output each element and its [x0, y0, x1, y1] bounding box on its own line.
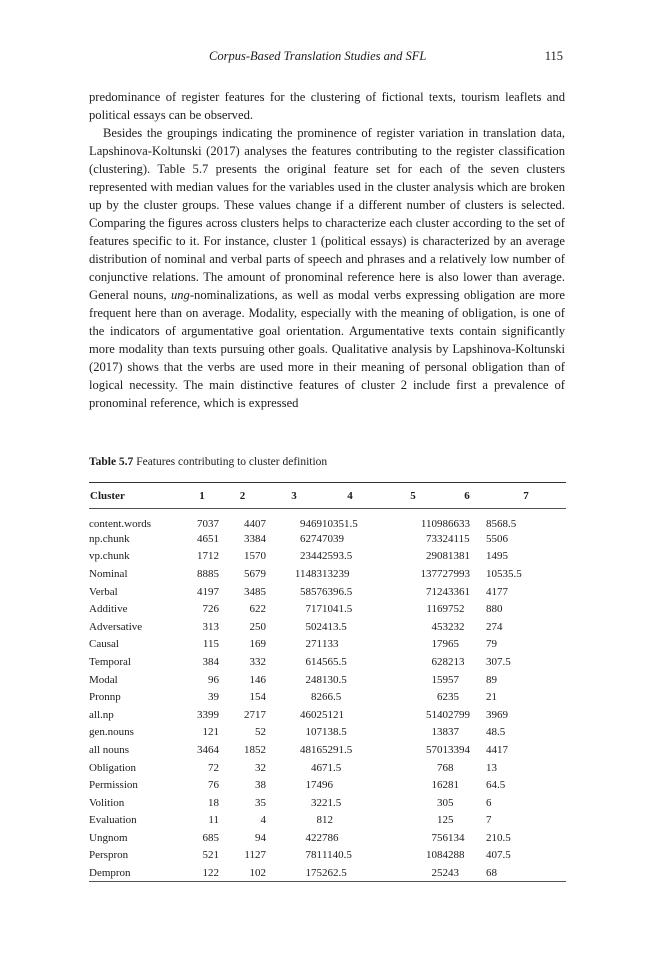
- table-cell: 66.5: [322, 691, 342, 704]
- table-cell: 2344: [300, 550, 322, 563]
- table-row: [89, 530, 566, 548]
- table-cell: 786: [322, 831, 339, 844]
- table-row: [89, 583, 566, 601]
- row-label: Dempron: [89, 864, 185, 882]
- table-cell: 169: [249, 638, 266, 651]
- row-label: Nominal: [89, 567, 128, 580]
- table-cell: 5857: [300, 585, 322, 598]
- table-cell: 76: [437, 761, 448, 774]
- table-cell: 8885: [197, 567, 219, 580]
- row-label: Modal: [89, 673, 118, 686]
- table-cell: 5: [448, 796, 454, 809]
- table-cell: 10535.5: [486, 567, 522, 580]
- paragraph: predominance of register features for the clustering of fictional texts, tourism leaflets and political essays can be observed.: [89, 90, 565, 122]
- table-cell: 3361: [448, 585, 470, 598]
- row-label: all nouns: [89, 743, 130, 756]
- table-cell: 2908: [426, 550, 448, 563]
- table-body: [89, 509, 566, 882]
- body-text: [89, 88, 565, 412]
- row-label: Pronnp: [89, 691, 121, 704]
- table-cell: 4: [260, 814, 266, 827]
- table-cell: 1852: [244, 743, 266, 756]
- table-cell: 6633: [448, 518, 470, 530]
- table-cell: 39: [208, 691, 219, 704]
- table-cell: 8568.5: [486, 518, 517, 530]
- table-row: [89, 600, 566, 618]
- table-cell: 3464: [197, 743, 219, 756]
- column-header-5: 5: [378, 483, 448, 509]
- table-cell: 4407: [244, 518, 266, 530]
- table-cell: 13772: [420, 567, 448, 580]
- table-cell: 130.5: [322, 673, 347, 686]
- table-cell: 159: [431, 673, 448, 686]
- table-cell: 521: [202, 849, 219, 862]
- row-label: Volition: [89, 796, 125, 809]
- table-cell: 138.5: [322, 726, 347, 739]
- table-cell: 21.5: [322, 796, 342, 809]
- table-cell: 102: [219, 864, 266, 882]
- table-cell: 628: [431, 655, 448, 668]
- table-cell: 6396.5: [322, 585, 353, 598]
- table-cell: 4417: [486, 743, 508, 756]
- table-cell: 685: [202, 831, 219, 844]
- table-caption-text: Features contributing to cluster definition: [136, 456, 328, 468]
- table-cell: 64.5: [486, 779, 506, 792]
- table-cell: 5140: [426, 708, 448, 721]
- table-cell: 8: [448, 761, 454, 774]
- table-cell: 11483: [294, 567, 322, 580]
- table-cell: 115: [202, 638, 219, 651]
- table-cell: 9469: [300, 518, 322, 530]
- table-cell: 1127: [244, 849, 266, 862]
- table-row: [89, 548, 566, 566]
- table-cell: 5291.5: [322, 743, 353, 756]
- row-label: Permission: [89, 779, 138, 792]
- table-caption-label: Table 5.7: [89, 456, 134, 468]
- paragraph: Besides the groupings indicating the prominence of register variation in translation data, Lapshinova-Koltunski (2017) analyses the features contributing to the register classification (clustering). Table 5.7 presents the original feature set for each of the seven clusters represented with median values for the variables used in the cluster analysis which are broken up by the cluster groups. These values change if a different number of clusters is selected. Comparing the figures across clusters helps to characterize each cluster according to the set of features specific to it. For instance, cluster 1 (political essays) is characterized by an average distribution of nominal and verbal parts of speech and phrases and a relatively low number of conjunctive relations. The amount of pronominal reference here is also lower than average. General nouns, ung-nominalizations, as well as modal verbs expressing obligation are more frequent here than on average. Modality, especially with the meaning of obligation, is one of the indicators of argumentative goal orientation. Argumentative texts contain significantly more modality than texts pursuing other goals. Qualitative analysis by Lapshinova-Koltunski (2017) shows that the verbs are used more in their meaning of personal obligation than of logical necessity. The main distinctive features of cluster 2 include first a prevalence of pronominal reference, which is expressed: [89, 126, 565, 410]
- table-cell: 262.5: [322, 864, 378, 882]
- table-cell: 250: [249, 620, 266, 633]
- table-cell: 1570: [244, 550, 266, 563]
- table-cell: 7124: [426, 585, 448, 598]
- table-cell: 10351.5: [322, 518, 358, 530]
- table-cell: 210.5: [486, 831, 511, 844]
- table-cell: 4197: [197, 585, 219, 598]
- table-cell: 13: [486, 761, 497, 774]
- table-row: [89, 653, 566, 671]
- table-cell: 756: [431, 831, 448, 844]
- table-row: [89, 688, 566, 706]
- table-row: [89, 706, 566, 724]
- table-cell: 89: [486, 673, 497, 686]
- column-header-cluster: Cluster: [89, 483, 185, 509]
- table-cell: 3969: [486, 708, 508, 721]
- column-header-1: 1: [185, 483, 219, 509]
- table-cell: 453: [431, 620, 448, 633]
- table-cell: 154: [249, 691, 266, 704]
- table-cell: 4816: [300, 743, 322, 756]
- table-cell: 48.5: [486, 726, 506, 739]
- table-cell: 7039: [322, 532, 344, 545]
- table-cell: 1084: [426, 849, 448, 862]
- table-cell: 5: [448, 814, 454, 827]
- table-cell: 18: [208, 796, 219, 809]
- page-number: 115: [544, 49, 563, 63]
- table-cell: 94: [255, 831, 266, 844]
- table-cell: 175: [266, 864, 322, 882]
- table-cell: 57: [448, 673, 459, 686]
- table-cell: 252: [378, 864, 448, 882]
- column-header-6: 6: [448, 483, 486, 509]
- table-cell: 3384: [244, 532, 266, 545]
- table-cell: 232: [448, 620, 465, 633]
- table-cell: 6: [486, 796, 492, 809]
- table-cell: 62: [437, 691, 448, 704]
- table-cell: 32: [311, 796, 322, 809]
- table-cell: 614: [305, 655, 322, 668]
- table-cell: 46: [311, 761, 322, 774]
- table-cell: 3399: [197, 708, 219, 721]
- table-cell: 7993: [448, 567, 470, 580]
- table-cell: 8: [316, 814, 322, 827]
- row-label: Perspron: [89, 849, 129, 862]
- table-row: [89, 759, 566, 777]
- table-cell: 72: [208, 761, 219, 774]
- table-cell: 2593.5: [322, 550, 353, 563]
- table-cell: 2799: [448, 708, 470, 721]
- table-cell: 1381: [448, 550, 470, 563]
- column-header-7: 7: [486, 483, 566, 509]
- table-cell: 413.5: [322, 620, 347, 633]
- row-label: Obligation: [89, 761, 137, 774]
- table-cell: 407.5: [486, 849, 511, 862]
- row-label: content.words: [89, 518, 152, 530]
- table-row: [89, 724, 566, 742]
- table-cell: 43: [448, 864, 486, 882]
- table-header-row: [89, 483, 566, 509]
- table-cell: 121: [202, 726, 219, 739]
- table-cell: 7037: [197, 518, 219, 530]
- row-label: Adversative: [89, 620, 143, 633]
- table-row: [89, 847, 566, 865]
- column-header-3: 3: [266, 483, 322, 509]
- table-cell: 179: [431, 638, 448, 651]
- table-cell: 384: [202, 655, 219, 668]
- table-cell: 134: [448, 831, 465, 844]
- table-row: [89, 671, 566, 689]
- table-cell: 6274: [300, 532, 322, 545]
- emphasis: ung: [170, 288, 190, 302]
- table-cell: 781: [305, 849, 322, 862]
- table-cell: 11: [208, 814, 219, 827]
- table-cell: 107: [305, 726, 322, 739]
- table-cell: 2717: [244, 708, 266, 721]
- table-cell: 133: [322, 638, 339, 651]
- column-header-4: 4: [322, 483, 378, 509]
- table-cell: 726: [202, 603, 219, 616]
- table-cell: 122: [185, 864, 219, 882]
- table-cell: 3394: [448, 743, 470, 756]
- table-row: [89, 794, 566, 812]
- table-row: [89, 618, 566, 636]
- table-cell: 12: [322, 814, 333, 827]
- table-cell: 35: [255, 796, 266, 809]
- row-label: all.np: [89, 708, 114, 721]
- table-caption: [89, 456, 327, 468]
- table-cell: 21: [486, 691, 497, 704]
- table-row: [89, 812, 566, 830]
- row-label: np.chunk: [89, 532, 130, 545]
- table-cell: 422: [305, 831, 322, 844]
- table-cell: 5506: [486, 532, 508, 545]
- table-cell: 5701: [426, 743, 448, 756]
- table-cell: 213: [448, 655, 465, 668]
- table-cell: 1169: [426, 603, 448, 616]
- table-cell: 880: [486, 603, 503, 616]
- table-row: [89, 565, 566, 583]
- table-cell: 717: [305, 603, 322, 616]
- table-cell: 65: [448, 638, 459, 651]
- table-row: [89, 636, 566, 654]
- table-cell: 752: [448, 603, 465, 616]
- table-cell: 12: [437, 814, 448, 827]
- running-head: [89, 49, 563, 65]
- data-table: [89, 482, 566, 882]
- table-cell: 332: [249, 655, 266, 668]
- table-row: [89, 829, 566, 847]
- table-cell: 4602: [300, 708, 322, 721]
- row-label: gen.nouns: [89, 726, 134, 739]
- table-cell: 146: [249, 673, 266, 686]
- table-cell: 30: [437, 796, 448, 809]
- table-row: [89, 864, 566, 882]
- table-cell: 3485: [244, 585, 266, 598]
- row-label: Additive: [89, 603, 128, 616]
- column-header-2: 2: [219, 483, 266, 509]
- table-cell: 68: [486, 864, 566, 882]
- table-cell: 1140.5: [322, 849, 352, 862]
- table-cell: 52: [255, 726, 266, 739]
- table-cell: 5679: [244, 567, 266, 580]
- row-label: Evaluation: [89, 814, 137, 827]
- row-label: Temporal: [89, 655, 131, 668]
- table-cell: 7: [486, 814, 492, 827]
- table-row: [89, 776, 566, 794]
- table-row: [89, 741, 566, 759]
- table-cell: 288: [448, 849, 465, 862]
- table-cell: 4651: [197, 532, 219, 545]
- table-cell: 81: [448, 779, 459, 792]
- table-cell: 11098: [420, 518, 448, 530]
- table-cell: 13239: [322, 567, 350, 580]
- table-cell: 248: [305, 673, 322, 686]
- table-cell: 502: [305, 620, 322, 633]
- table-cell: 79: [486, 638, 497, 651]
- table-cell: 38: [255, 779, 266, 792]
- row-label: Causal: [89, 638, 119, 651]
- table-cell: 76: [208, 779, 219, 792]
- table-cell: 32: [255, 761, 266, 774]
- table-cell: 5121: [322, 708, 344, 721]
- table-cell: 162: [431, 779, 448, 792]
- table-cell: 274: [486, 620, 503, 633]
- table-cell: 1712: [197, 550, 219, 563]
- table-cell: 4177: [486, 585, 508, 598]
- table-cell: 307.5: [486, 655, 511, 668]
- feature-table: [89, 482, 566, 882]
- table-cell: 1041.5: [322, 603, 353, 616]
- row-label: Verbal: [89, 585, 118, 598]
- row-label: Ungnom: [89, 831, 128, 844]
- running-title: Corpus-Based Translation Studies and SFL: [209, 49, 427, 63]
- table-cell: 4115: [448, 532, 470, 545]
- table-cell: 174: [305, 779, 322, 792]
- table-cell: 138: [431, 726, 448, 739]
- table-cell: 37: [448, 726, 459, 739]
- table-cell: 71.5: [322, 761, 342, 774]
- table-cell: 35: [448, 691, 459, 704]
- table-cell: 96: [208, 673, 219, 686]
- row-label: vp.chunk: [89, 550, 130, 563]
- table-cell: 271: [305, 638, 322, 651]
- table-cell: 565.5: [322, 655, 347, 668]
- table-cell: 82: [311, 691, 322, 704]
- table-row: [89, 509, 566, 531]
- table-cell: 313: [202, 620, 219, 633]
- table-cell: 96: [322, 779, 333, 792]
- table-cell: 7332: [426, 532, 448, 545]
- table-cell: 1495: [486, 550, 508, 563]
- table-cell: 622: [249, 603, 266, 616]
